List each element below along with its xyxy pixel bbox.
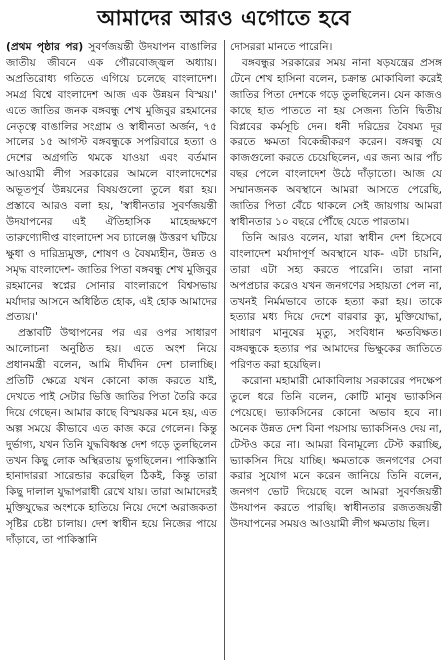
article-column-right: [230, 40, 442, 662]
paragraph-text: সুবর্ণজয়ন্তী উদযাপন বাঙালির জাতীয় জীবনে এক গৌরবোজ্জ্বল অধ্যায়। অপ্রতিরোধ্য গতিতে এগিয়ে চলেছে বাংলাদেশ। সমগ্র বিশ্বে বাংলাদেশ আজ এক উন্নয়ন বিস্ময়।' এতে জাতির জনক বঙ্গবন্ধু শেখ মুজিবুর রহমানের নেতৃত্বে বাঙালির সংগ্রাম ও স্বাধীনতা অর্জন, ৭৫ সালের ১৫ আগস্ট বঙ্গবন্ধুকে সপরিবারে হত্যা ও দেশের অগ্রগতি থমকে যাওয়া এবং বর্তমান আওয়ামী লীগ সরকারের আমলে বাংলাদেশের অভূতপূর্ব উন্নয়নের বিষয়গুলো তুলে ধরা হয়। প্রস্তাবে আরও বলা হয়, 'স্বাধীনতার সুবর্ণজয়ন্তী উদযাপনের এই ঐতিহাসিক মাহেন্দ্রক্ষণে তারুণ্যোদীপ্ত বাংলাদেশ সব চ্যালেঞ্জ উত্তরণ ঘটিয়ে ক্ষুধা ও দারিদ্র্যমুক্ত, শোষণ ও বৈষম্যহীন, উন্নত ও সমৃদ্ধ বাংলাদেশ- জাতির পিতা বঙ্গবন্ধু শেখ মুজিবুর রহমানের স্বপ্নের সোনার বাংলারূপে বিশ্বসভায় মর্যাদার আসনে অধিষ্ঠিত হোক, এই হোক আমাদের প্রত্যয়।': [6, 41, 217, 324]
article-paragraph: [6, 40, 217, 326]
headline: আমাদের আরও এগোতে হবে: [97, 4, 351, 30]
column-divider: [224, 40, 225, 660]
article-paragraph: বঙ্গবন্ধুর সরকারের সময় নানা ষড়যন্ত্রের প্রসঙ্গ টেনে শেখ হাসিনা বলেন, চক্রান্ত মোকাবিলা করেই জাতির পিতা দেশকে গড়ে তুলছিলেন। যেন কাজও কাছে হাত পাততে না হয় সেজন্য তিনি দ্বিতীয় বিপ্লবের কর্মসূচি দেন। ধনী দরিদ্রের বৈষম্য দূর করতে ক্ষমতা বিকেন্দ্রীকরণ করেন। বঙ্গবন্ধু যে কাজগুলো করতে চেয়েছিলেন, এর জন্য আর পাঁচ বছর পেলে বাংলাদেশ উঠে দাঁড়াতো। আজ যে সম্মানজনক অবস্থানে আমরা আসতে পেরেছি, জাতির পিতা বেঁচে থাকলে সেই জায়গায় আমরা স্বাধীনতার ১০ বছরে পৌঁছে যেতে পারতাম।: [230, 56, 442, 228]
article-paragraph: তিনি আরও বলেন, যারা স্বাধীন দেশ হিসেবে বাংলাদেশ মর্যাদাপূর্ণ অবস্থানে যাক- এটা চায়নি, তারা এটা সহ্য করতে পারেনি। তারা নানা অপপ্রচার করেও যখন জনগণের সহায়তা পেল না, তখনই নির্মমভাবে তাকে হত্যা করা হয়। তাকে হত্যার মধ্য দিয়ে দেশে বারবার ক্যু, মুক্তিযোদ্ধা, সাধারণ মানুষের মৃত্যু, সংবিধান ক্ষতবিক্ষত। বঙ্গবন্ধুকে হত্যার পর আমাদের ভিক্ষুকের জাতিতে পরিণত করা হয়েছিল।: [230, 231, 442, 372]
article-paragraph: প্রস্তাবটি উত্থাপনের পর এর ওপর সাধারণ আলোচনা অনুষ্ঠিত হয়। এতে অংশ নিয়ে প্রধানমন্ত্রী বলেন, আমি দীর্ঘদিন দেশ চালাচ্ছি। প্রতিটি ক্ষেত্রে যখন কোনো কাজ করতে যাই, দেখতে পাই সেটার ভিত্তি জাতির পিতা তৈরি করে দিয়ে গেছেন। আমার কাছে বিস্ময়কর মনে হয়, এত অল্প সময়ে কীভাবে এত কাজ করে গেলেন। কিন্তু দুর্ভাগ্য, যখন তিনি যুদ্ধবিধ্বস্ত দেশ গড়ে তুলছিলেন তখন কিছু লোক অস্থিরতায় ভুগছিলেন। পাকিস্তানি হানাদাররা সারেন্ডার করেছিল ঠিকই, কিন্তু তারা কিছু দালাল যুদ্ধাপরাধী রেখে যায়। তারা আমাদেরই মুক্তিযুদ্ধের অংশকে হাতিয়ে নিয়ে দেশে অরাজকতা সৃষ্টির চেষ্টা চালায়। দেশ স্বাধীন হয়ে নিজের পায়ে দাঁড়াবে, তা পাকিস্তানি: [6, 327, 217, 547]
continued-label: (প্রথম পৃষ্ঠার পর): [6, 41, 84, 53]
article-paragraph: করোনা মহামারী মোকাবিলায় সরকারের পদক্ষেপ তুলে ধরে তিনি বলেন, কোটি মানুষ ভ্যাকসিন পেয়েছে। ভ্যাকসিনের কোনো অভাব হবে না। অনেক উন্নত দেশ বিনা পয়সায় ভ্যাকসিনও দেয় না, টেস্টও করে না। আমরা বিনামূল্যে টেস্ট করাচ্ছি, ভ্যাকসিন দিয়ে যাচ্ছি। ক্ষমতাকে জনগণের সেবা করার সুযোগ মনে করেন জানিয়ে তিনি বলেন, জনগণ ভোট দিয়েছে বলে আমরা সুবর্ণজয়ন্তী উদযাপন করতে পারছি। স্বাধীনতার রজতজয়ন্তী উদযাপনের সময়ও আওয়ামী লীগ ক্ষমতায় ছিল।: [230, 375, 442, 531]
article-paragraph: দোসররা মানতে পারেনি।: [230, 41, 333, 53]
article-column-left: [6, 40, 217, 662]
